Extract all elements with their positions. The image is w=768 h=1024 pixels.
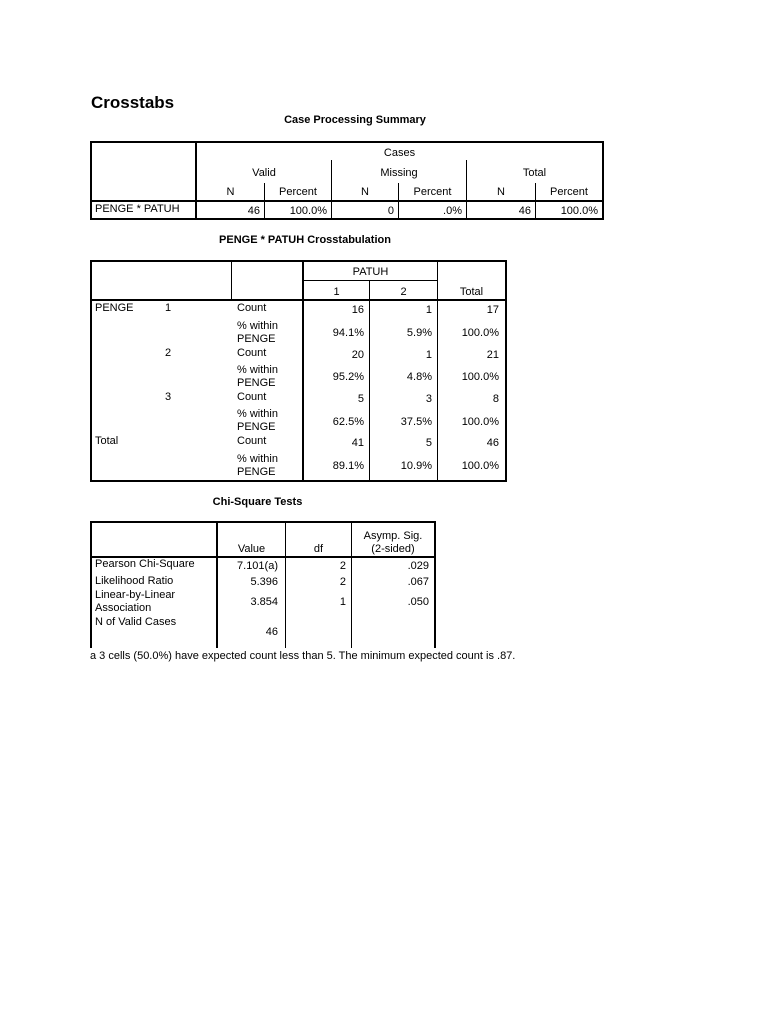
table-cell: 8 xyxy=(492,393,499,405)
row-sub-label: 3 xyxy=(165,391,172,403)
table-cell: 7.101(a) xyxy=(237,560,278,572)
test-label: Likelihood Ratio xyxy=(95,575,174,587)
table-cell: 3 xyxy=(425,393,432,405)
stat-label: % within PENGE xyxy=(237,364,278,389)
test-label: Linear-by-Linear Association xyxy=(95,589,176,614)
cases-header: Cases xyxy=(383,147,416,159)
table-cell: .050 xyxy=(407,596,429,608)
table-cell: 100.0% xyxy=(461,371,499,383)
test-label: Pearson Chi-Square xyxy=(95,558,195,570)
stat-label: % within PENGE xyxy=(237,408,278,433)
total-col-header: Total xyxy=(459,286,484,298)
stat-label: % within PENGE xyxy=(237,453,278,478)
chi-square-footnote: a 3 cells (50.0%) have expected count less than 5. The minimum expected count is .87. xyxy=(90,650,516,662)
table-cell: 41 xyxy=(351,437,364,449)
col-sub-header: Percent xyxy=(413,186,452,198)
test-label: N of Valid Cases xyxy=(95,616,177,628)
table-cell: 10.9% xyxy=(400,460,432,472)
value-header: Value xyxy=(237,543,266,555)
table-cell: 5.396 xyxy=(250,576,278,588)
table-cell: 1 xyxy=(425,304,432,316)
col-sub-header: Percent xyxy=(279,186,317,198)
table-cell: .029 xyxy=(407,560,429,572)
missing-header: Missing xyxy=(380,167,418,179)
table-cell: 2 xyxy=(339,576,346,588)
table-cell: 46 xyxy=(518,205,531,217)
total-header: Total xyxy=(522,167,547,179)
table-cell: 0 xyxy=(387,205,394,217)
table-cell: 5 xyxy=(425,437,432,449)
sig-header: Asymp. Sig. (2-sided) xyxy=(363,530,423,555)
row-group-label: PENGE xyxy=(95,302,134,314)
table-cell: 21 xyxy=(486,349,499,361)
table-cell: 3.854 xyxy=(250,596,278,608)
chi-square-caption: Chi-Square Tests xyxy=(212,496,303,508)
table-cell: 100.0% xyxy=(289,205,327,217)
page-title: Crosstabs xyxy=(91,93,175,112)
table-cell: 46 xyxy=(486,437,499,449)
stat-label: Count xyxy=(237,347,267,359)
table-cell: 37.5% xyxy=(400,416,432,428)
table-cell: 100.0% xyxy=(461,416,499,428)
table-cell: 100.0% xyxy=(461,327,499,339)
table-cell: 17 xyxy=(486,304,499,316)
df-header: df xyxy=(313,543,324,555)
table-cell: 46 xyxy=(265,626,278,638)
col-sub-header: N xyxy=(226,186,235,198)
col-sub-header: N xyxy=(361,186,369,198)
col-sub-header: N xyxy=(497,186,505,198)
table-cell: 1 xyxy=(339,596,346,608)
table-cell: 95.2% xyxy=(332,371,364,383)
row-sub-label: 1 xyxy=(165,302,172,314)
table-cell: 2 xyxy=(339,560,346,572)
table-cell: .067 xyxy=(407,576,429,588)
stat-label: Count xyxy=(237,391,267,403)
stat-label: Count xyxy=(237,435,267,447)
table-cell: 46 xyxy=(247,205,260,217)
table-cell: 62.5% xyxy=(332,416,364,428)
col-value-header: 2 xyxy=(400,286,407,298)
valid-header: Valid xyxy=(252,167,276,179)
col-value-header: 1 xyxy=(333,286,340,298)
table-cell: 4.8% xyxy=(406,371,432,383)
table-cell: 16 xyxy=(351,304,364,316)
table-cell: 94.1% xyxy=(332,327,364,339)
case-summary-caption: Case Processing Summary xyxy=(284,114,426,126)
row-group-label: Total xyxy=(95,435,119,447)
col-sub-header: Percent xyxy=(550,186,588,198)
table-cell: .0% xyxy=(443,205,462,217)
stat-label: % within PENGE xyxy=(237,320,278,345)
table-cell: 89.1% xyxy=(332,460,364,472)
table-cell: 20 xyxy=(351,349,364,361)
table-cell: 100.0% xyxy=(560,205,598,217)
table-cell: 5 xyxy=(357,393,364,405)
table-cell: 5.9% xyxy=(406,327,432,339)
row-label: PENGE * PATUH xyxy=(95,203,180,215)
stat-label: Count xyxy=(237,302,267,314)
patuh-header: PATUH xyxy=(352,266,389,278)
table-cell: 100.0% xyxy=(461,460,499,472)
crosstab-caption: PENGE * PATUH Crosstabulation xyxy=(219,234,391,246)
table-cell: 1 xyxy=(425,349,432,361)
row-sub-label: 2 xyxy=(165,347,172,359)
